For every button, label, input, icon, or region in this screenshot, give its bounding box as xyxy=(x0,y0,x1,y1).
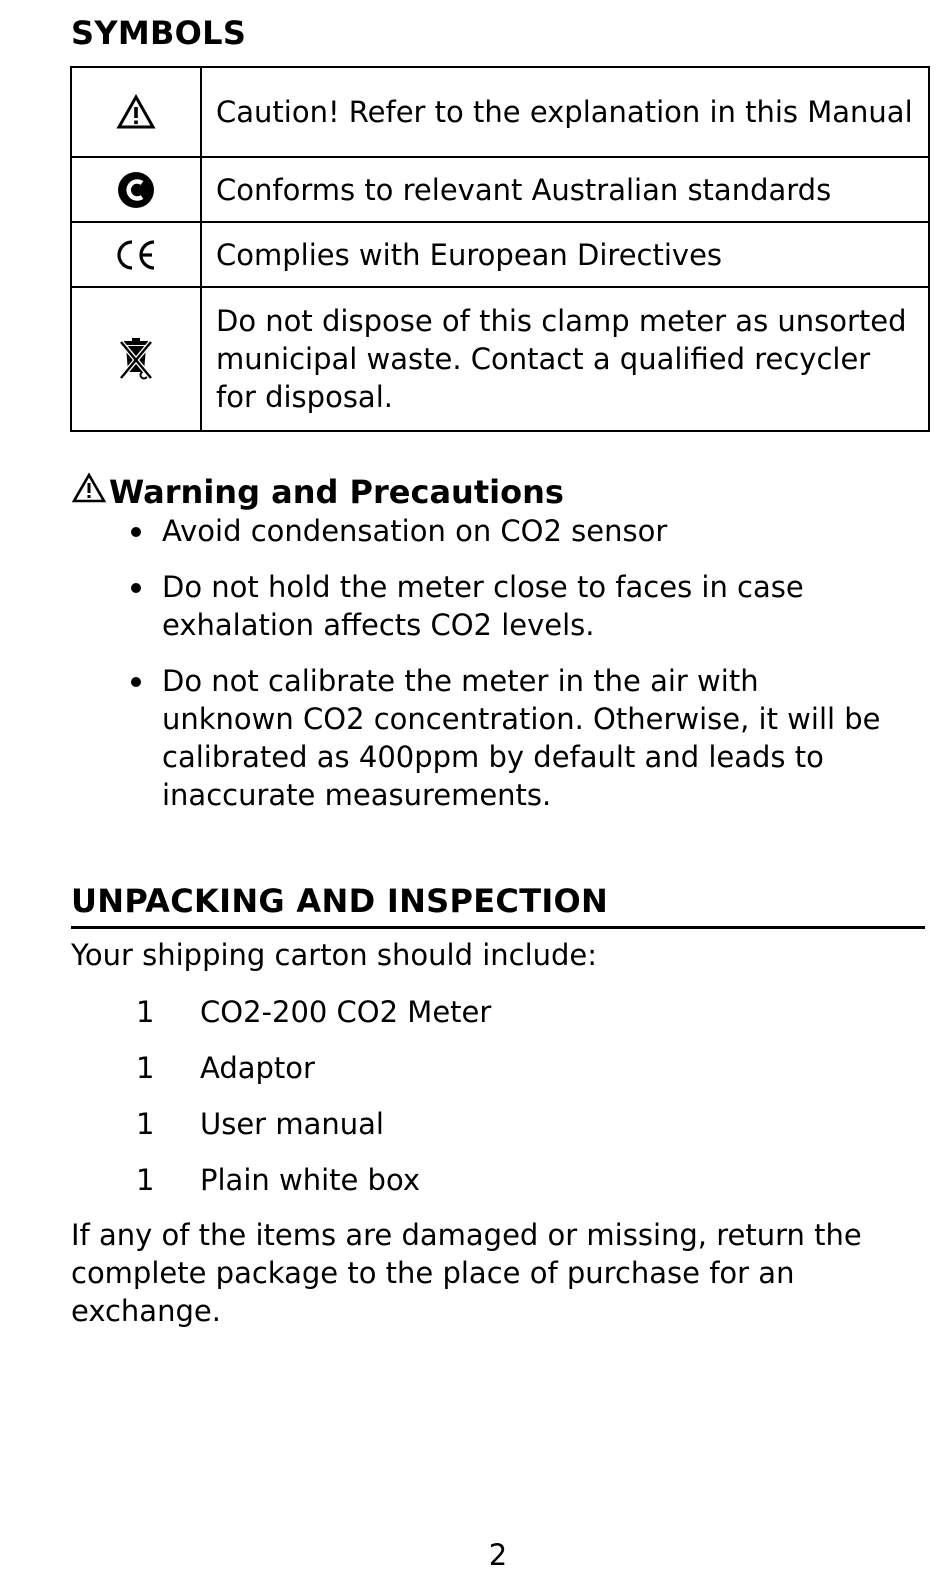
list-item xyxy=(136,1104,491,1160)
item-quantity: 1 xyxy=(136,1163,155,1197)
item-name: Adaptor xyxy=(200,1051,315,1085)
table-row xyxy=(71,157,929,222)
table-row xyxy=(71,287,929,431)
unpacking-closing-text: If any of the items are damaged or missing, return the complete package to the place of purchase for an exchange. xyxy=(71,1218,862,1328)
warning-heading-text: Warning and Precautions xyxy=(109,473,564,511)
bullet-icon xyxy=(131,677,141,687)
item-name: User manual xyxy=(200,1107,384,1141)
table-row xyxy=(71,222,929,287)
list-item: Do not hold the meter close to faces in case exhalation affects CO2 levels. xyxy=(128,568,898,644)
list-item xyxy=(136,992,491,1048)
symbol-description: Caution! Refer to the explanation in this Manual xyxy=(201,67,929,157)
list-item xyxy=(136,1160,491,1216)
item-name: CO2-200 CO2 Meter xyxy=(200,995,492,1029)
caution-triangle-icon xyxy=(71,472,109,512)
symbol-description: Conforms to relevant Australian standards xyxy=(201,157,929,222)
ce-mark-icon xyxy=(72,238,200,272)
item-quantity: 1 xyxy=(136,1107,155,1141)
list-item: Do not calibrate the meter in the air with unknown CO2 concentration. Otherwise, it will be calibrated as 400ppm by default and leads to inaccurate measurements. xyxy=(128,662,898,814)
list-item: Avoid condensation on CO2 sensor xyxy=(128,512,898,550)
australian-conformity-icon xyxy=(72,170,200,210)
unpacking-heading: UNPACKING AND INSPECTION xyxy=(71,882,925,929)
item-name: Plain white box xyxy=(200,1163,420,1197)
symbol-description: Do not dispose of this clamp meter as unsorted municipal waste. Contact a qualified recycler for disposal. xyxy=(201,287,929,431)
warning-heading xyxy=(71,472,564,512)
page-number: 2 xyxy=(488,1538,508,1572)
symbols-heading: SYMBOLS xyxy=(71,14,247,52)
warning-list xyxy=(128,512,898,832)
contents-list xyxy=(136,992,491,1216)
bullet-icon xyxy=(131,527,141,537)
table-row xyxy=(71,67,929,157)
weee-crossed-bin-icon xyxy=(72,336,200,382)
symbol-description: Complies with European Directives xyxy=(201,222,929,287)
item-quantity: 1 xyxy=(136,1051,155,1085)
symbols-table xyxy=(70,66,930,432)
caution-triangle-icon xyxy=(72,94,200,130)
item-quantity: 1 xyxy=(136,995,155,1029)
list-item xyxy=(136,1048,491,1104)
bullet-icon xyxy=(131,583,141,593)
unpacking-intro: Your shipping carton should include: xyxy=(71,938,598,972)
